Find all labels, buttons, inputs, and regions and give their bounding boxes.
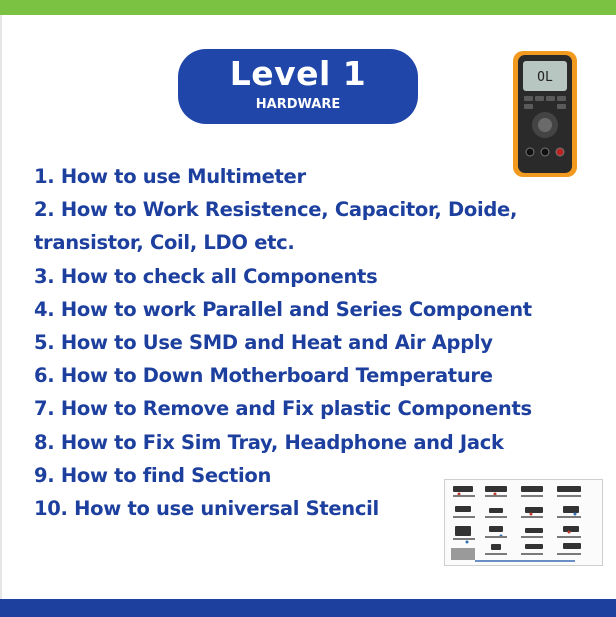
list-item: 8. How to Fix Sim Tray, Headphone and Jack: [34, 430, 504, 454]
list-item: 7. How to Remove and Fix plastic Components: [34, 397, 532, 421]
multimeter-display: OL: [537, 70, 553, 85]
components-chart-thumbnail: [444, 479, 603, 566]
bottom-accent-bar: [0, 599, 616, 617]
list-item: 2. How to Work Resistence, Capacitor, Doide,: [34, 198, 518, 222]
level-title: Level 1: [229, 54, 367, 93]
top-accent-bar: [0, 0, 616, 15]
list-item: 1. How to use Multimeter: [34, 165, 306, 188]
list-item: 5. How to Use SMD and Heat and Air Apply: [34, 331, 493, 355]
components-chart-image: [445, 480, 602, 565]
list-item: 6. How to Down Motherboard Temperature: [34, 364, 493, 388]
list-item: 4. How to work Parallel and Series Component: [34, 297, 532, 321]
level-badge: [178, 49, 418, 124]
list-item: transistor, Coil, LDO etc.: [34, 231, 295, 255]
list-item: 3. How to check all Components: [34, 264, 378, 288]
topic-list: [34, 160, 604, 525]
left-border: [0, 15, 2, 599]
list-item: 10. How to use universal Stencil: [34, 497, 379, 521]
level-subtitle: HARDWARE: [255, 97, 341, 112]
multimeter-icon: [512, 50, 578, 178]
list-item: 9. How to find Section: [34, 463, 272, 487]
